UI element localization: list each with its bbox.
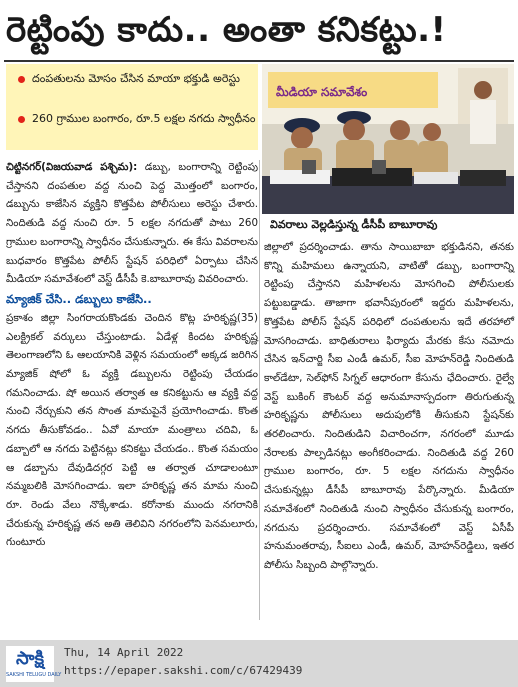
article-column-right bbox=[264, 238, 514, 640]
column-divider bbox=[259, 160, 260, 620]
banner-text: మీడియా సమావేశం bbox=[276, 85, 368, 99]
highlight-text: దంపతులను మోసం చేసిన మాయా భక్తుడి అరెస్టు bbox=[32, 72, 240, 85]
epaper-link[interactable]: https://epaper.sakshi.com/c/67429439 bbox=[64, 664, 303, 677]
article-paragraph bbox=[6, 158, 258, 289]
press-meet-photo bbox=[262, 64, 514, 214]
dateline: చిట్టినగర్(విజయవాడ పశ్చిమ): bbox=[6, 161, 138, 173]
highlight-item bbox=[20, 110, 256, 127]
article-paragraph: ప్రకాశం జిల్లా సింగరాయకొండకు చెందిన కొట్ల హరికృష్ణ(35) ఎలక్ట్రికల్ వర్కులు చేస్తుంటాడు. ఏడేళ్ల కిందట హరికృష్ణ తెలంగాణలోని ఓ ఆలయానికి వెళ్లిన సమయంలో అక్కడ జరిగిన మ్యాజిక్ షోలో ఓ వ్యక్తి డబ్బులను రెట్టింపు చేయడం గమనించాడు. షో అయిన తర్వాత ఆ కనికట్టును ఆ వ్యక్తి వద్ద నుంచి నేర్చుకుని తన సొంత మామపైనే ప్రయోగించాడు. కొంత నగదు తీసుకోవడం.. ఏవో మాయా మంత్రాలు చదివి, ఓ డబ్బాలో ఆ నగదు పెట్టినట్లు కనికట్టు చేయడం.. కొంత సమయం ఆ డబ్బాను దేవుడిదగ్గర పెట్టి ఆ తర్వాత చూడాలంటూ నమ్మబలికి మోసగించాడు. ఇలా హరికృష్ణ తన మామ నుంచి రూ. రెండు వేలు నొక్కేశాడు. కరోనాకు ముందు నగరానికి చేరుకున్న హరికృష్ణ తన అతి తెలివిని నగరంలోని పెనమలూరు, గుంటూరు bbox=[6, 311, 258, 549]
footer-bar bbox=[0, 640, 518, 687]
highlight-text: 260 గ్రాముల బంగారం, రూ.5 లక్షల నగదు స్వాధీనం bbox=[32, 112, 256, 125]
news-photo bbox=[262, 64, 514, 214]
paragraph-text: డబ్బు, బంగారాన్ని రెట్టింపు చేస్తానని దంపతుల వద్ద నుంచి పెద్ద మొత్తంలో బంగారం, డబ్బును కాజేసిన వ్యక్తిని కొత్తపేట పోలీసులు అరెస్టు చేశారు. నిందితుడి వద్ద నుంచి రూ. 5 లక్షల నగదుతో పాటు 260 గ్రాముల బంగారాన్ని స్వాధీనం చేసుకున్నారు. ఈ కేసు వివరాలను బుధవారం కొత్తపేట పోలీస్ స్టేషన్ పరిధిలో ఏర్పాటు చేసిన మీడియా సమావేశంలో వెస్ట్ డీసీపీ కె.బాబూరావు వివరించారు. bbox=[6, 161, 258, 286]
headline-rule bbox=[4, 60, 514, 62]
highlights-box bbox=[6, 64, 258, 150]
logo-subtext: SAKSHI TELUGU DAILY bbox=[6, 672, 62, 678]
edition-date: Thu, 14 April 2022 bbox=[64, 646, 184, 659]
bullet-icon bbox=[18, 116, 25, 123]
highlight-item bbox=[20, 70, 256, 87]
bullet-icon bbox=[18, 76, 25, 83]
logo-wordmark: సాక్షి bbox=[16, 648, 44, 669]
photo-caption: వివరాలు వెల్లడిస్తున్న డీసీపీ బాబూరావు bbox=[262, 214, 514, 236]
sakshi-logo bbox=[6, 646, 62, 682]
headline: రెట్టింపు కాదు.. అంతా కనికట్టు.! bbox=[6, 10, 447, 50]
article-column-left bbox=[6, 158, 258, 620]
article-paragraph: జిల్లాలో ప్రదర్శించాడు. తాను సాయిబాబా భక్తుడినని, తనకు కొన్ని మహిమలు ఉన్నాయని, వాటితో డబ్బు, బంగారాన్ని రెట్టింపు చేస్తానని మహిళలను మోసగించి పోలీసులకు పట్టుబడ్డాడు. తాజాగా భవానీపురంలో ఇద్దరు మహిళలను, కొత్తపేట పోలీస్ స్టేషన్ పరిధిలో దంపతులను ఇదే తరహాలో మోసగించాడు. బాధితురాలు ఫిర్యాదు మేరకు కేసు నమోదు చేసిన ఇన్‌చార్జి సీఐ ఎండీ ఉమర్, సీఐ మోహన్‌రెడ్డి నిందితుడి కాల్‌డేటా, సెల్‌ఫోన్ సిగ్నల్ ఆధారంగా కేసును ఛేదించారు. రైల్వే వెస్ట్ బుకింగ్ కౌంటర్ వద్ద అనుమానాస్పదంగా తిరుగుతున్న హరికృష్ణను పోలీసులు అదుపులోకి తీసుకుని స్టేషన్‌కు తరలించారు. నిందితుడిని విచారించగా, నగరంలో మూడు నేరాలకు పాల్పడినట్లు అంగీకరించాడు. నిందితుడి వద్ద 260 గ్రాముల బంగారం, రూ. 5 లక్షల నగదును స్వాధీనం చేసుకున్నట్లు డీసీపీ బాబూరావు పేర్కొన్నారు. మీడియా సమావేశంలో నిందితుడి నుంచి స్వాధీనం చేసుకున్న బంగారం, నగదును ప్రదర్శించారు. సమావేశంలో వెస్ట్ ఏసీపీ హనుమంతరావు, సీఐలు ఎండీ, ఉమర్, మోహన్‌రెడ్డిలు, ఇతర పోలీసు సిబ్బంది పాల్గొన్నారు. bbox=[264, 241, 514, 571]
subheading: మ్యాజిక్ చేసి.. డబ్బులు కాజేసి.. bbox=[6, 291, 152, 306]
